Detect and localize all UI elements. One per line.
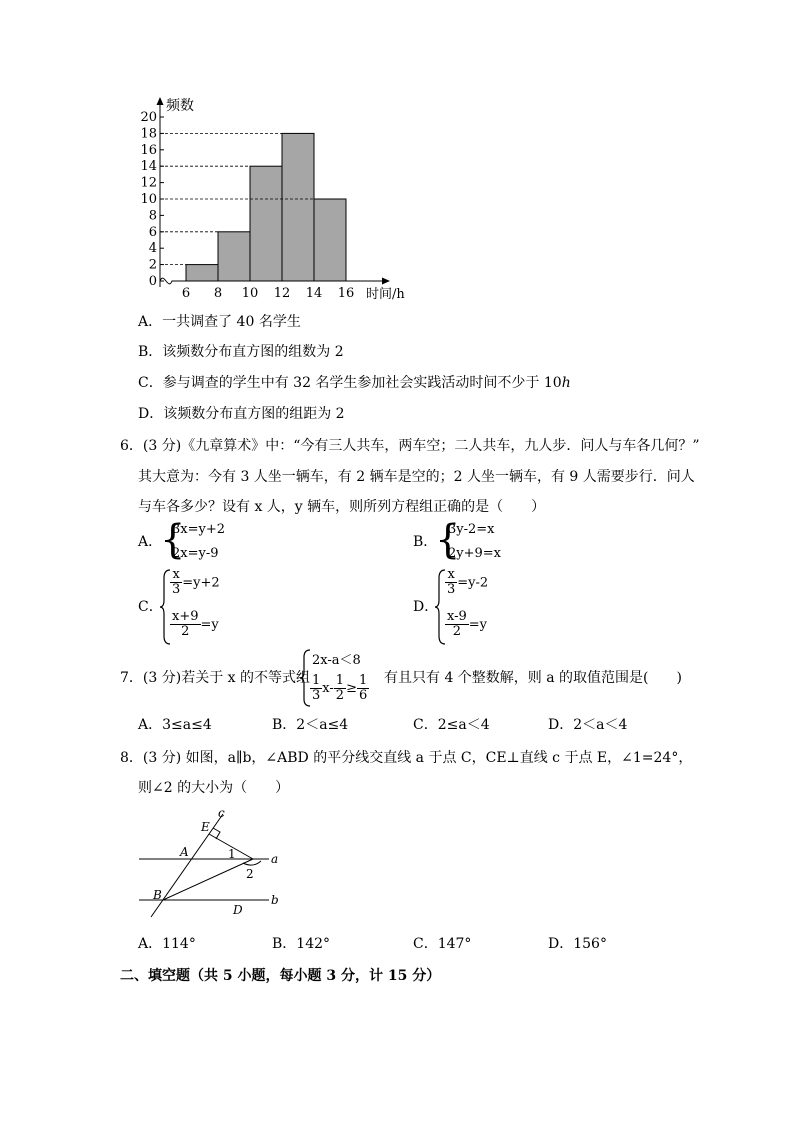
q8-option-d: D．156° [548,936,607,952]
q6-stem-line3: 与车各多少？设有 x 人，y 辆车，则所列方程组正确的是（ ） [138,499,546,515]
q6-stem-line2: 其大意为：今有 3 人坐一辆车，有 2 辆车是空的；2 人坐一辆车，有 9 人需要步行．问人 [138,469,695,485]
histogram-bar [250,166,282,281]
q6-c-eq2-num: x+9 [172,609,199,624]
q7-ineq2-f3-num: 1 [358,673,368,688]
y-tick-label: 2 [148,257,157,273]
q7-ineq1: 2x-a＜8 [312,653,361,668]
x-tick-label: 8 [213,286,223,301]
q6-c-eq2-rest: =y [200,617,219,633]
q7-ineq2-f3-den: 6 [358,688,368,703]
histogram-bar [314,199,346,281]
q6-option-c-eq2 [170,610,219,639]
q7-ineq2-f1-num: 1 [312,673,321,688]
label-a-point: A [180,845,189,859]
y-axis-arrow [157,97,164,105]
y-tick-label: 0 [148,274,157,289]
q6-option-b-eq2: 2y+9=x [448,546,502,561]
y-tick-label: 6 [148,224,157,240]
q7-ineq2-f2-num: 1 [335,673,345,688]
q7-ineq2-f1-den: 3 [312,688,321,703]
q7-stem-suffix: 有且只有 4 个整数解，则 a 的取值范围是( ) [384,670,682,686]
q6-option-a-brace: { [160,517,186,563]
bisector-bc [163,859,253,900]
y-tick-label: 4 [148,241,157,257]
label-d-point: D [233,903,243,917]
q6-c-eq1-rest: =y+2 [182,575,220,591]
q6-d-eq2-num: x-9 [447,609,467,624]
histogram-bar [218,232,250,281]
q6-d-eq2-rest: =y [468,617,488,633]
q7-option-a: A．3≤a≤4 [138,717,212,733]
section-2-heading: 二、填空题（共 5 小题，每小题 3 分，计 15 分） [120,968,441,984]
q6-stem-line1: 6．(3 分)《九章算术》中：“今有三人共车，两车空；二人共车，九人步．问人与车各几何？” [120,438,700,454]
q6-option-c-eq1 [170,568,220,597]
q7-ineq2-rel: ≥ [346,681,357,696]
q6-c-eq1-num: x [170,568,182,583]
x-axis-label: 时间/h [366,287,405,302]
label-b-point: B [153,888,162,902]
q5-option-b: B．该频数分布直方图的组数为 2 [138,344,344,360]
q6-d-eq1-den: 3 [447,582,456,597]
q7-option-d: D．2＜a＜4 [548,717,628,733]
q6-option-d-label: D． [413,599,439,615]
label-line-b: b [271,893,279,907]
q6-c-eq2-den: 2 [181,624,190,639]
q6-d-eq1-num: x [445,568,457,583]
label-angle-1: 1 [228,847,236,861]
x-tick-label: 14 [305,286,323,301]
q5-option-c-text: C．参与调查的学生中有 32 名学生参加社会实践活动时间不少于 10 [138,375,562,391]
q7-ineq2 [310,674,369,703]
angle-2-arc [243,861,261,865]
q8-geometry-figure [135,806,295,921]
q8-option-b: B．142° [272,936,331,952]
q6-c-eq1-den: 3 [172,582,181,597]
q6-option-b-label: B． [413,534,438,550]
q7-ineq2-f2-den: 2 [335,688,345,703]
q6-option-d-eq2 [445,610,487,639]
q7-option-b: B．2＜a≤4 [272,717,349,733]
q6-option-a-eq1: 3x=y+2 [172,522,226,537]
q6-option-b-eq1: 3y-2=x [448,522,495,537]
q7-option-c: C．2≤a＜4 [413,717,490,733]
q6-option-c-label: C． [138,599,163,615]
histogram-bar [282,133,314,281]
x-tick-label: 6 [181,286,191,301]
q7-stem-prefix: 7．(3 分)若关于 x 的不等式组 [120,670,310,686]
q7-ineq2-mid: x- [322,681,334,696]
x-tick-label: 10 [241,286,259,301]
q6-d-eq1-rest: =y-2 [457,575,489,591]
q6-d-eq2-den: 2 [452,624,462,639]
q6-option-d-eq1 [445,568,488,597]
q8-option-a: A．114° [138,936,196,952]
q6-option-a-eq2: 2x=y-9 [172,546,219,561]
y-tick-label: 20 [140,110,157,125]
label-e: E [201,820,210,834]
y-tick-label: 10 [140,192,157,207]
q8-stem-line2: 则∠2 的大小为（ ） [138,780,290,796]
label-angle-2: 2 [246,867,254,881]
q5-option-c [138,373,571,393]
label-line-a: a [271,852,279,866]
q5-option-c-unit: h [561,375,571,391]
x-tick-label: 12 [273,286,291,301]
q5-option-a: A．一共调查了 40 名学生 [138,314,301,330]
q6-option-a-label: A． [138,534,163,550]
y-tick-label: 16 [140,142,157,158]
q8-stem-line1: 8．(3 分) 如图，a∥b，∠ABD 的平分线交直线 a 于点 C，CE⊥直线 c 于点 E，∠1=24°， [120,750,693,766]
q5-option-d: D．该频数分布直方图的组距为 2 [138,406,345,422]
x-axis-arrow [382,278,390,285]
y-axis-label: 频数 [166,98,194,114]
label-c: c [218,806,225,820]
x-tick-label: 16 [337,286,355,301]
y-tick-label: 14 [140,159,157,175]
q6-option-b-brace: { [435,517,461,563]
y-tick-label: 8 [148,208,157,224]
histogram-chart [140,95,420,305]
q8-option-c: C．147° [413,936,472,952]
y-tick-label: 12 [140,175,157,191]
histogram-bar [186,265,218,281]
y-tick-label: 18 [140,126,157,142]
